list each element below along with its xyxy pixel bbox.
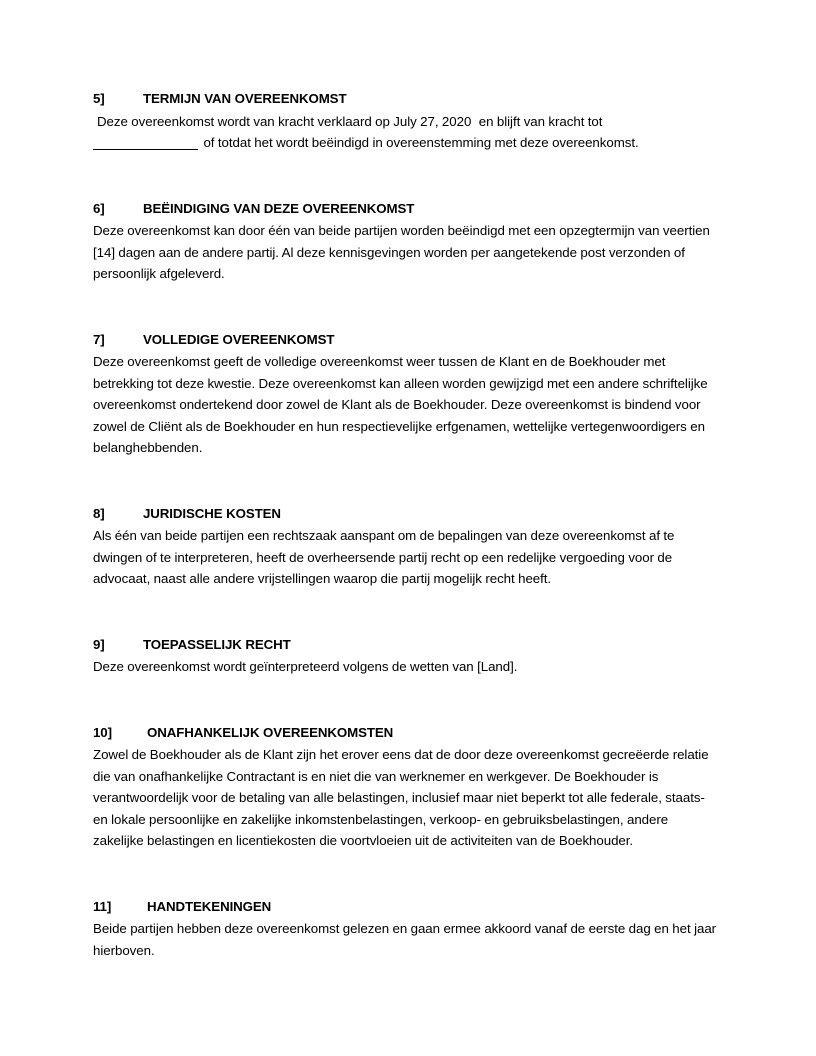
section-7-heading bbox=[93, 329, 720, 351]
section-5-blank-fill-line[interactable] bbox=[93, 149, 198, 150]
section-9-title: TOEPASSELIJK RECHT bbox=[143, 636, 291, 652]
section-10-body: Zowel de Boekhouder als de Klant zijn het erover eens dat de door deze overeenkomst gecreëerde relatie die van onafhankelijke Contractant is en niet die van werknemer en werkgever. De Boekhouder is verantwoordelijk voor de betaling van alle belastingen, inclusief maar niet beperkt tot alle federale, staats- en lokale persoonlijke en zakelijke inkomstenbelastingen, verkoop- en gebruiksbelastingen, andere zakelijke belastingen en licentiekosten die voortvloeien uit de activiteiten van de Boekhouder. bbox=[93, 747, 709, 848]
section-7-title: VOLLEDIGE OVEREENKOMST bbox=[143, 331, 335, 347]
section-9-number: 9] bbox=[93, 636, 105, 652]
section-11 bbox=[93, 896, 720, 962]
section-8 bbox=[93, 503, 720, 590]
section-5-body-part3: of totdat het wordt beëindigd in overeenstemming met deze overeenkomst. bbox=[203, 135, 639, 150]
section-9 bbox=[93, 634, 720, 678]
section-11-title: HANDTEKENINGEN bbox=[147, 898, 272, 914]
section-5 bbox=[93, 88, 720, 154]
section-11-body: Beide partijen hebben deze overeenkomst gelezen en gaan ermee akkoord vanaf de eerste dag en het jaar hierboven. bbox=[93, 921, 717, 958]
section-5-body-part2: en blijft van kracht tot bbox=[478, 113, 603, 129]
section-5-title: TERMIJN VAN OVEREENKOMST bbox=[143, 91, 347, 106]
section-11-heading bbox=[93, 896, 720, 918]
section-5-heading bbox=[93, 88, 720, 110]
section-7-body: Deze overeenkomst geeft de volledige overeenkomst weer tussen de Klant en de Boekhouder met betrekking tot deze kwestie. Deze overeenkomst kan alleen worden gewijzigd met een andere schriftelijke overeenkomst ondertekend door zowel de Klant als de Boekhouder. Deze overeenkomst is bindend voor zowel de Cliënt als de Boekhouder en hun respectievelijke erfgenamen, wettelijke vertegenwoordigers en belanghebbenden. bbox=[93, 354, 708, 455]
section-9-body: Deze overeenkomst wordt geïnterpreteerd volgens de wetten van [Land]. bbox=[93, 659, 518, 674]
section-5-body bbox=[93, 111, 720, 154]
section-6 bbox=[93, 198, 720, 285]
section-8-body: Als één van beide partijen een rechtszaak aanspant om de bepalingen van deze overeenkomst af te dwingen of te interpreteren, heeft de overheersende partij recht op een redelijke vergoeding voor de advocaat, naast alle andere vrijstellingen waarop die partij mogelijk recht heeft. bbox=[93, 528, 675, 586]
section-11-number: 11] bbox=[93, 898, 112, 914]
section-10-title: ONAFHANKELIJK OVEREENKOMSTEN bbox=[147, 724, 394, 740]
section-5-body-part1: Deze overeenkomst wordt van kracht verklaard op July 27, 2020 bbox=[97, 113, 472, 129]
section-6-body: Deze overeenkomst kan door één van beide partijen worden beëindigd met een opzegtermijn van veertien [14] dagen aan de andere partij. Al deze kennisgevingen worden per aangetekende post verzonden of persoonlijk afgeleverd. bbox=[93, 223, 710, 281]
section-8-number: 8] bbox=[93, 505, 105, 521]
section-6-heading bbox=[93, 198, 720, 220]
section-10-heading bbox=[93, 722, 720, 744]
section-10-number: 10] bbox=[93, 724, 112, 740]
section-6-number: 6] bbox=[93, 200, 105, 216]
section-10 bbox=[93, 722, 720, 852]
section-9-heading bbox=[93, 634, 720, 656]
section-6-title: BEËINDIGING VAN DEZE OVEREENKOMST bbox=[143, 200, 415, 216]
document-body bbox=[93, 88, 720, 961]
section-7-number: 7] bbox=[93, 331, 105, 347]
section-7 bbox=[93, 329, 720, 459]
section-5-number: 5] bbox=[93, 91, 105, 106]
section-8-title: JURIDISCHE KOSTEN bbox=[143, 505, 281, 521]
section-8-heading bbox=[93, 503, 720, 525]
